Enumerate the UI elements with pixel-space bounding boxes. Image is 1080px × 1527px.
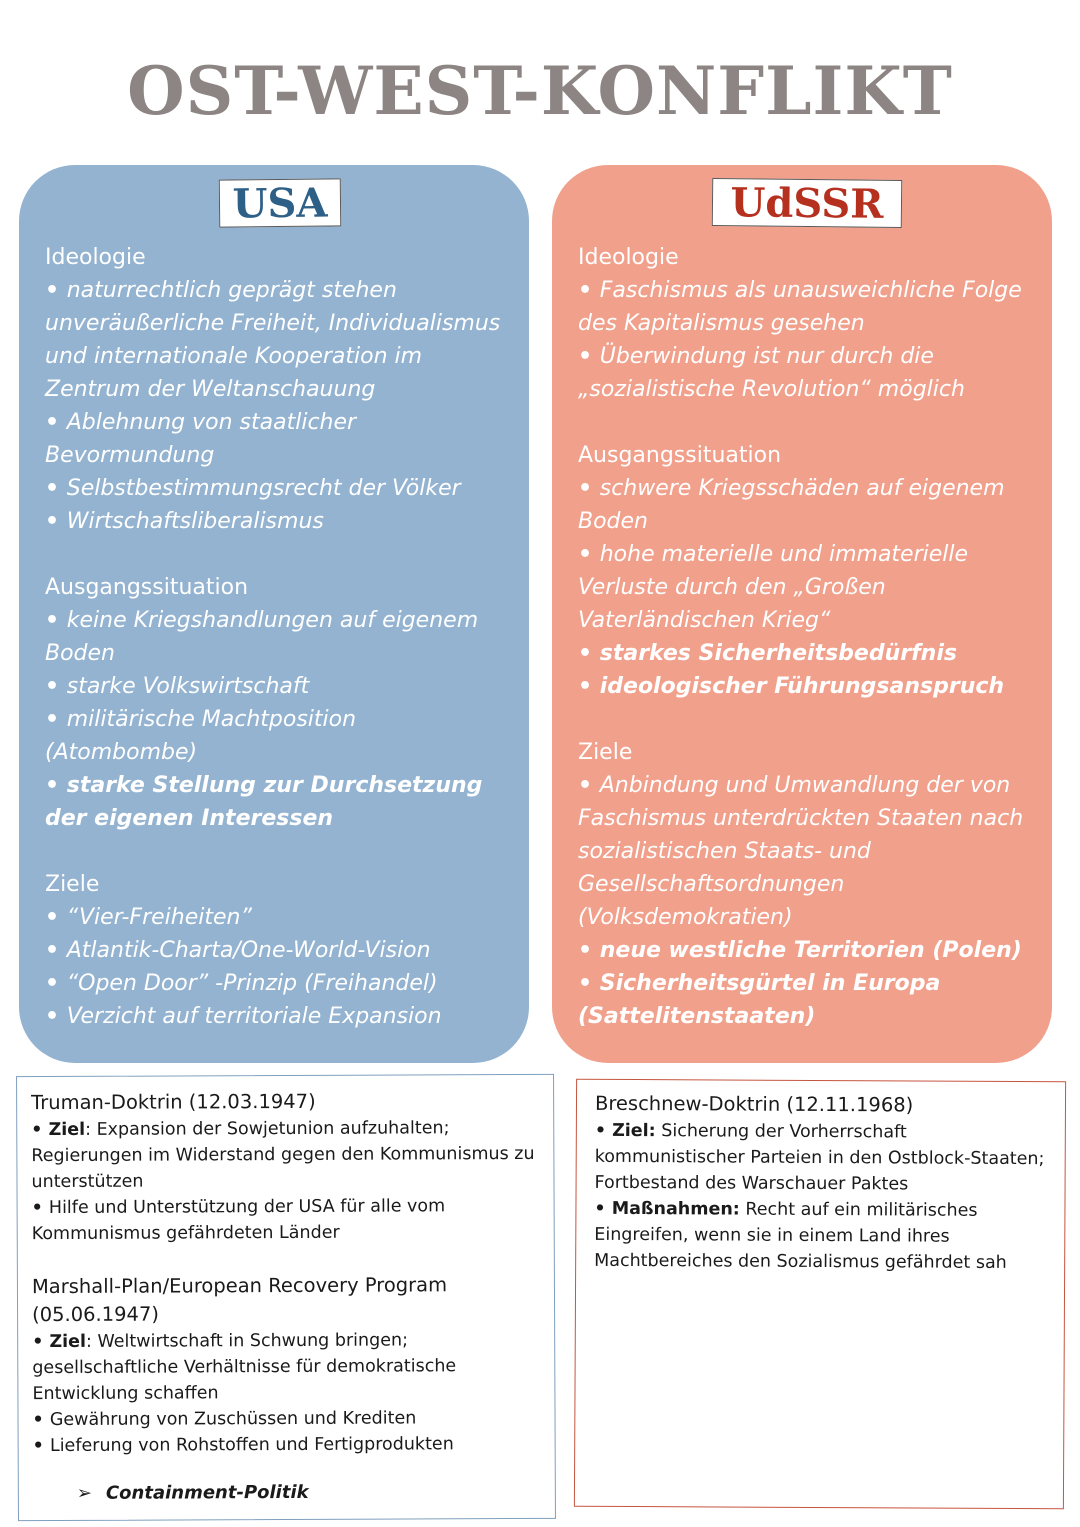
list-item: • starke Volkswirtschaft xyxy=(45,670,507,703)
list-item: • Hilfe und Unterstützung der USA für alle vom Kommunismus gefährdeten Länder xyxy=(32,1193,540,1247)
usa-doctrines-card xyxy=(16,1074,556,1521)
list-item: • Verzicht auf territoriale Expansion xyxy=(45,1000,507,1033)
list-item: • Überwindung ist nur durch die „sozialistische Revolution“ möglich xyxy=(578,340,1030,406)
list-item: • Atlantik-Charta/One-World-Vision xyxy=(45,934,507,967)
measures-label: Maßnahmen: xyxy=(611,1198,740,1220)
list-item: • ideologischer Führungsanspruch xyxy=(578,670,1030,703)
ussr-label: UdSSR xyxy=(712,178,902,228)
doctrine-title: Marshall-Plan/European Recovery Program (05.06.1947) xyxy=(31,1273,448,1327)
ussr-doctrine-card xyxy=(574,1079,1066,1510)
ussr-section-ideologie xyxy=(578,241,1030,406)
page-title: OST-WEST-KONFLIKT xyxy=(127,52,953,130)
list-item: • Faschismus als unausweichliche Folge des Kapitalismus gesehen xyxy=(578,274,1030,340)
goal-text: Sicherung der Vorherrschaft kommunistischer Parteien in den Ostblock-Staaten; Fortbestand des Warschauer Paktes xyxy=(594,1121,1045,1195)
list-item: • keine Kriegshandlungen auf eigenem Boden xyxy=(45,604,507,670)
usa-section-ideologie xyxy=(45,241,507,538)
list-item xyxy=(31,1115,539,1195)
list-item: • schwere Kriegsschäden auf eigenem Boden xyxy=(578,472,1030,538)
usa-panel xyxy=(19,165,529,1063)
conclusion-text: Containment-Politik xyxy=(105,1481,309,1504)
usa-section-ziele xyxy=(45,868,507,1033)
list-item: • Selbstbestimmungsrecht der Völker xyxy=(45,472,507,505)
ussr-section-ausgangssituation xyxy=(578,439,1030,703)
section-heading: Ideologie xyxy=(578,245,679,270)
list-item: • militärische Machtposition (Atombombe) xyxy=(45,703,507,769)
list-item: • Gewährung von Zuschüssen und Krediten xyxy=(32,1405,540,1433)
doctrine-title: Breschnew-Doktrin (12.11.1968) xyxy=(594,1091,914,1117)
usa-section-ausgangssituation xyxy=(45,571,507,835)
list-item xyxy=(32,1327,540,1407)
doctrine-title: Truman-Doktrin (12.03.1947) xyxy=(31,1089,316,1115)
list-item: • Sicherheitsgürtel in Europa (Sattelitenstaaten) xyxy=(578,967,1030,1033)
goal-text: : Expansion der Sowjetunion aufzuhalten; Regierungen im Widerstand gegen den Kommunismus zu unterstützen xyxy=(31,1118,535,1193)
list-item: • starke Stellung zur Durchsetzung der eigenen Interessen xyxy=(45,769,507,835)
list-item: • hohe materielle und immaterielle Verluste durch den „Großen Vaterländischen Krieg“ xyxy=(578,538,1030,637)
goal-text: : Weltwirtschaft in Schwung bringen; gesellschaftliche Verhältnisse für demokratische Entwicklung schaffen xyxy=(32,1330,457,1405)
list-item: • Ablehnung von staatlicher Bevormundung xyxy=(45,406,507,472)
section-heading: Ziele xyxy=(45,872,100,897)
breschnew-doctrine xyxy=(594,1090,1053,1276)
measures-text: Recht auf ein militärisches Eingreifen, wenn sie in einem Land ihres Machtbereiches den Sozialismus gefährdet sah xyxy=(594,1199,1007,1273)
usa-label: USA xyxy=(219,178,341,227)
ussr-section-ziele xyxy=(578,736,1030,1033)
list-item: • “Open Door” -Prinzip (Freihandel) xyxy=(45,967,507,1000)
list-item: • “Vier-Freiheiten” xyxy=(45,901,507,934)
ussr-panel xyxy=(552,165,1052,1063)
goal-label: Ziel xyxy=(49,1331,87,1353)
arrow-right-icon: ➢ xyxy=(76,1482,92,1504)
list-item: • Anbindung und Umwandlung der von Faschismus unterdrückten Staaten nach sozialistischen Staats- und Gesellschaftsordnungen (Volksdemokratien) xyxy=(578,769,1030,934)
list-item xyxy=(595,1118,1053,1198)
goal-label: Ziel: xyxy=(612,1120,656,1142)
truman-doctrine xyxy=(31,1087,540,1247)
list-item: • Lieferung von Rohstoffen und Fertigprodukten xyxy=(33,1431,541,1459)
list-item: • neue westliche Territorien (Polen) xyxy=(578,934,1030,967)
list-item xyxy=(594,1196,1052,1276)
goal-label: Ziel xyxy=(48,1119,86,1141)
section-heading: Ideologie xyxy=(45,245,146,270)
section-heading: Ausgangssituation xyxy=(45,575,249,600)
section-heading: Ausgangssituation xyxy=(578,443,782,468)
list-item: • naturrechtlich geprägt stehen unveräußerliche Freiheit, Individualismus und internationale Kooperation im Zentrum der Weltanschauung xyxy=(45,274,507,406)
section-heading: Ziele xyxy=(578,740,633,765)
list-item: • starkes Sicherheitsbedürfnis xyxy=(578,637,1030,670)
containment-conclusion xyxy=(77,1480,309,1507)
list-item: • Wirtschaftsliberalismus xyxy=(45,505,507,538)
marshall-plan xyxy=(32,1271,541,1459)
